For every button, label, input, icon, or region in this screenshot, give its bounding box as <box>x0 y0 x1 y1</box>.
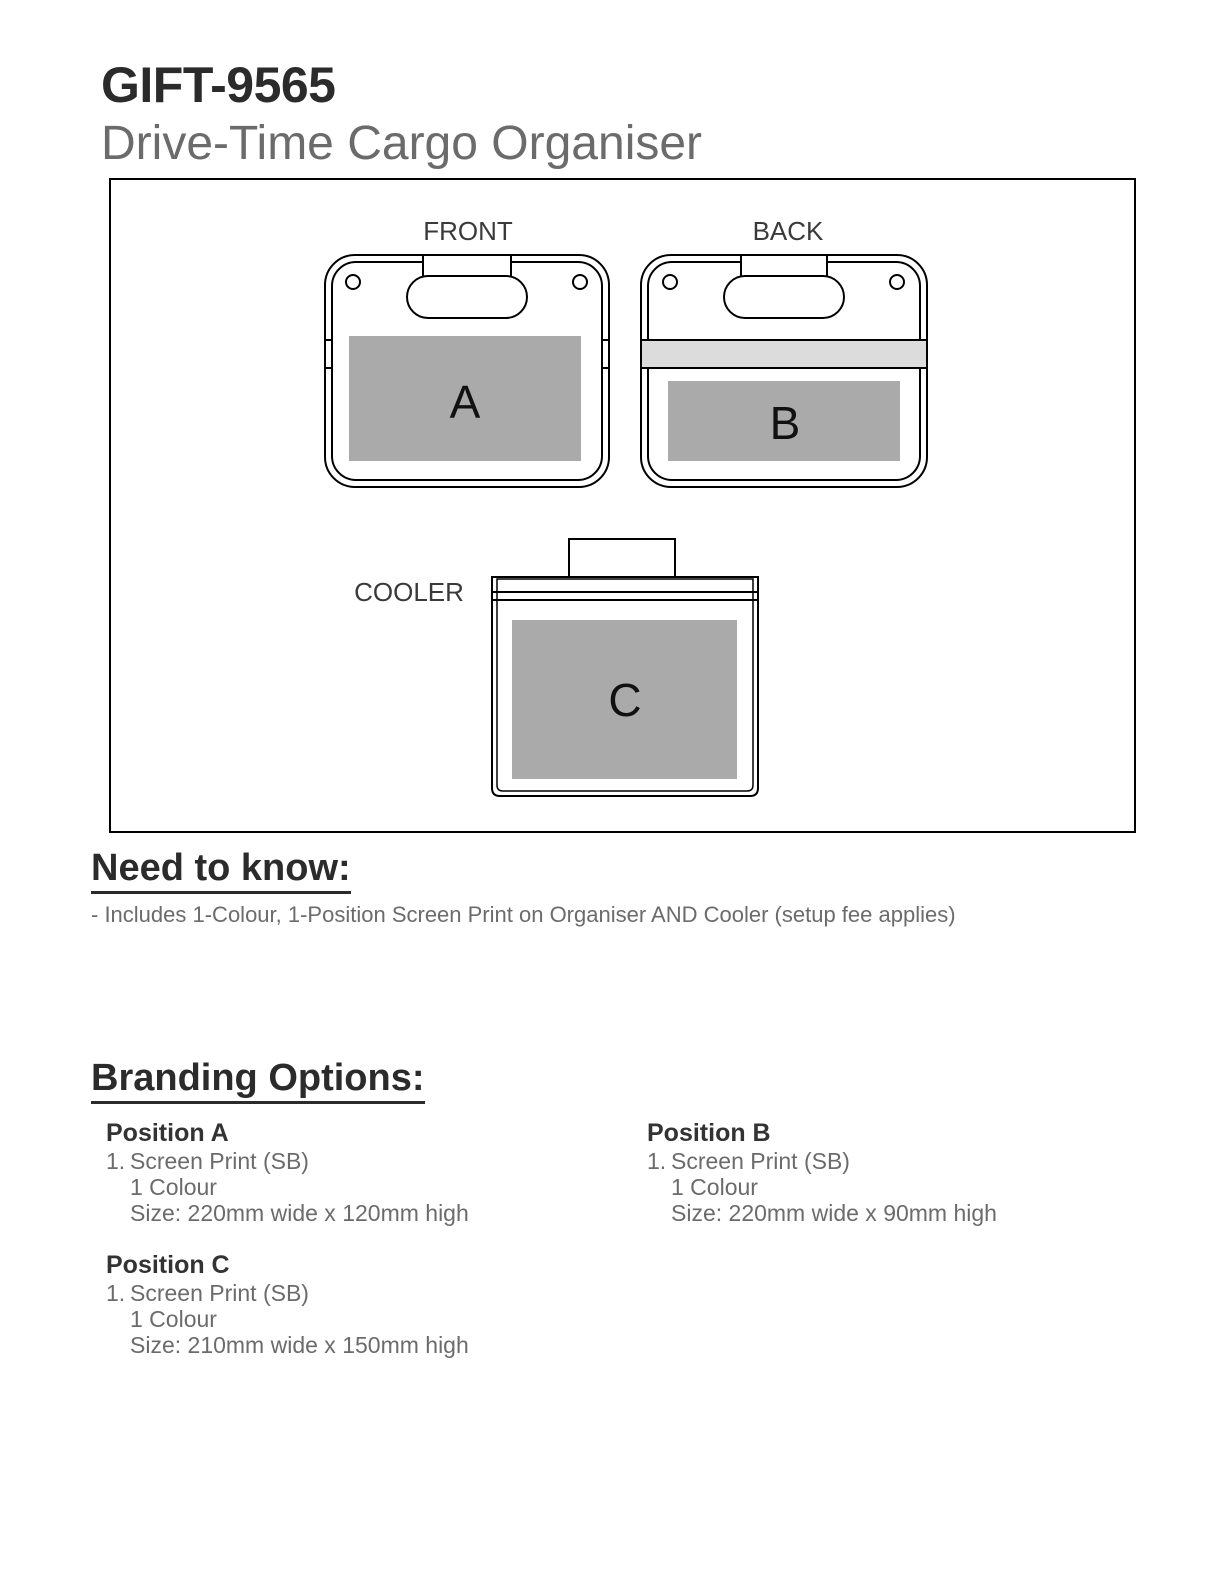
front-label: FRONT <box>423 216 513 246</box>
option-number: 1. <box>106 1280 126 1306</box>
need-to-know-note: - Includes 1-Colour, 1-Position Screen Print on Organiser AND Cooler (setup fee applies) <box>91 902 956 927</box>
option-colours: 1 Colour <box>130 1174 217 1200</box>
option-method-text: Screen Print (SB) <box>671 1148 850 1174</box>
option-method <box>647 1148 1127 1174</box>
product-name: Drive-Time Cargo Organiser <box>101 117 703 170</box>
option-colours: 1 Colour <box>671 1174 758 1200</box>
option-number: 1. <box>647 1148 667 1174</box>
option-colours: 1 Colour <box>130 1306 217 1332</box>
cooler-view <box>354 539 758 796</box>
option-method <box>106 1148 586 1174</box>
branding-options-heading: Branding Options: <box>91 1056 425 1104</box>
position-c-letter: C <box>608 674 642 726</box>
option-title: Position A <box>106 1119 229 1147</box>
option-method-text: Screen Print (SB) <box>130 1148 309 1174</box>
option-title: Position B <box>647 1119 771 1147</box>
option-title: Position C <box>106 1251 230 1279</box>
option-method <box>106 1280 586 1306</box>
product-code: GIFT-9565 <box>101 57 336 113</box>
position-a-letter: A <box>449 376 481 428</box>
back-label: BACK <box>752 216 824 246</box>
need-to-know-heading: Need to know: <box>91 846 351 894</box>
branding-option-c <box>106 1250 586 1358</box>
branding-option-a <box>106 1118 586 1226</box>
option-size: Size: 220mm wide x 120mm high <box>130 1200 469 1226</box>
option-size: Size: 220mm wide x 90mm high <box>671 1200 997 1226</box>
back-view <box>641 216 927 487</box>
product-diagram <box>109 178 1136 833</box>
option-size: Size: 210mm wide x 150mm high <box>130 1332 469 1358</box>
position-b-letter: B <box>769 397 801 449</box>
branding-option-b <box>647 1118 1127 1226</box>
front-view <box>325 216 609 487</box>
option-number: 1. <box>106 1148 126 1174</box>
cooler-label: COOLER <box>354 577 464 607</box>
option-method-text: Screen Print (SB) <box>130 1280 309 1306</box>
